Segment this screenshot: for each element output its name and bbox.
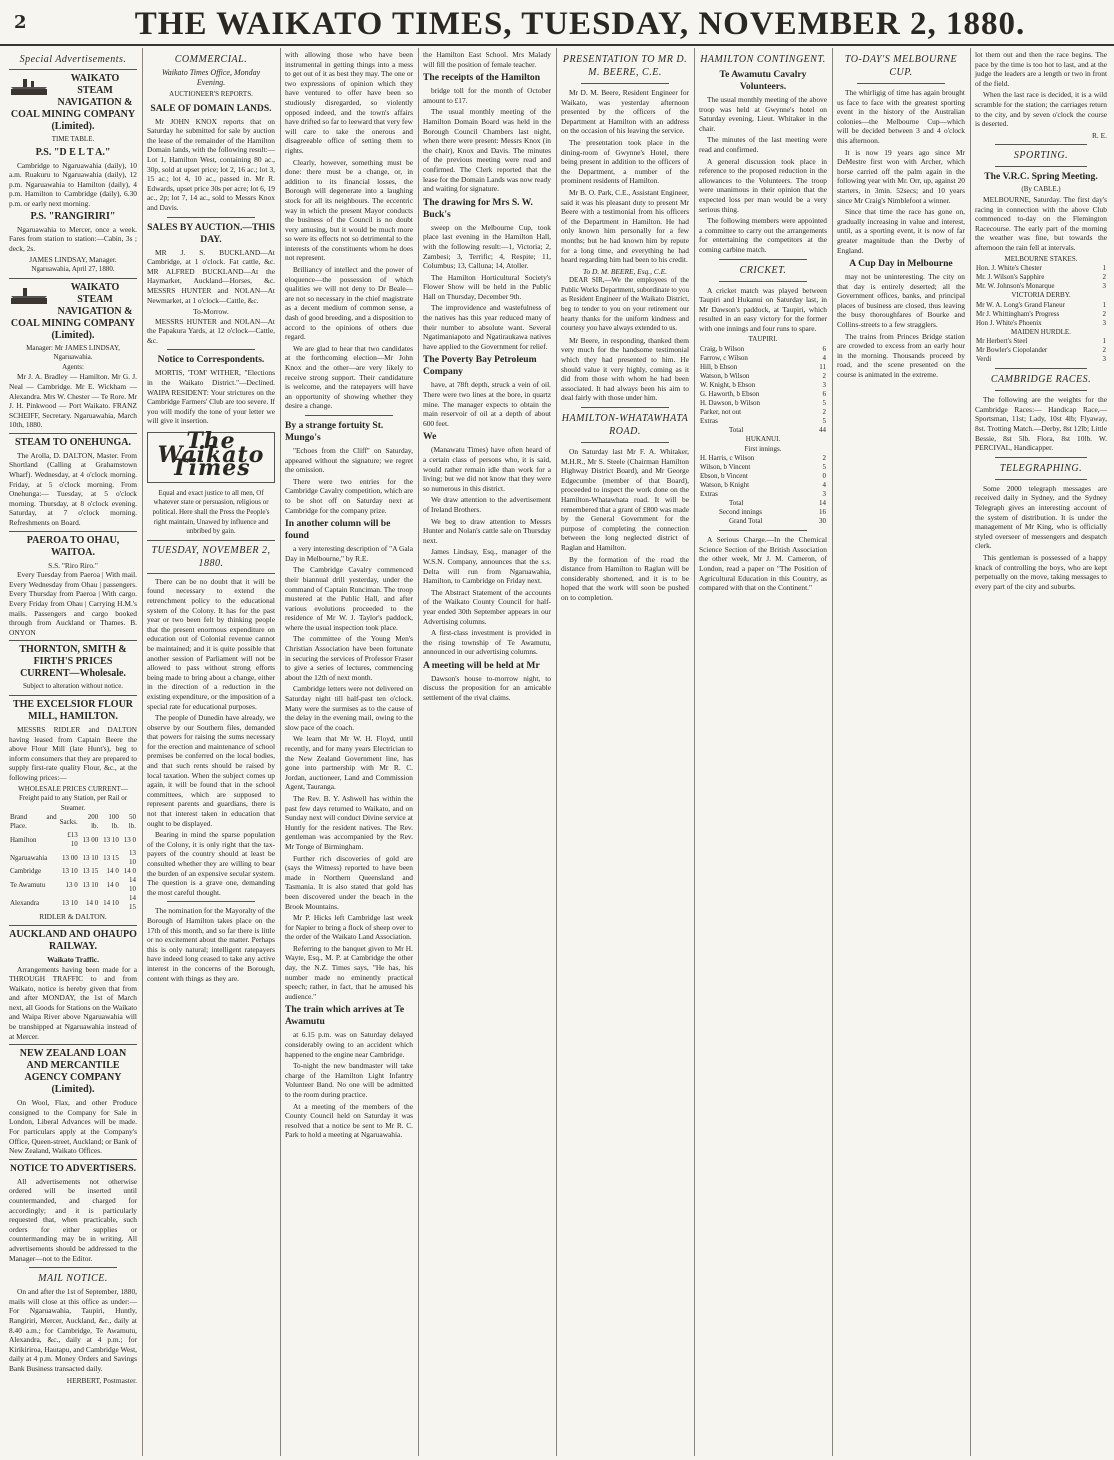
steam-company-title: WAIKATO STEAM NAVIGATION & COAL MINING COMPANY (Limited). (10, 73, 136, 132)
rangiriri-text: Ngaruawahia to Mercer, once a week. Fares from station to station:—Cabin, 3s ; deck, 2s. (9, 224, 137, 253)
first-class-text: A first-class investment is provided in the rising township of Te Awamutu, announced in our advertising columns. (423, 628, 551, 657)
column-3 (280, 48, 419, 1456)
mail-notice-heading: MAIL NOTICE. (38, 1273, 108, 1285)
notice-advertisers-heading: NOTICE TO ADVERTISERS. (10, 1162, 136, 1174)
price-cell: 13 10 (82, 853, 99, 862)
cavalry-sub: Te Awamutu Cavalry Volunteers. (719, 69, 807, 92)
price-header-cell: Brand and Place. (10, 813, 57, 831)
table-row (699, 372, 827, 381)
score-cell: 14 (819, 499, 826, 508)
we-text: (Manawatu Times) have often heard of a certain class of persons who, it is said, would rather remain idle than work for a living; but we did not know that they were so numerous in this district. (423, 445, 551, 493)
melbourne-paragraph: It is now 19 years ago since Mr DeMestre first won with Archer, which horse carried off the palm again in the following year with Mr. Orr, up, against 20 starters, in 3min. 52secs; and 10 years since Mr Craig's Nimblefoot a winner. (837, 147, 965, 205)
price-cell: 13 10 (103, 835, 119, 844)
paeroa-sub: S.S. "Riro Riro." (48, 560, 98, 570)
floyd-text: We learn that Mr W. H. Floyd, until recently, and for many years Electrician to the New Zealand Government line, has gone into partnership with Mr R. C. Jordan, auctioneer, Land and Commission Agent, Tauranga. (285, 734, 413, 792)
result-cell: 3 (1102, 318, 1106, 327)
cup-day-heading: A Cup Day in Melbourne (849, 258, 953, 270)
domain-text: Mr JOHN KNOX reports that on Saturday he submitted for sale by auction the lease of the remainder of the Hamilton Domain lands, with the following result:—Lot 1, Hamilton West, containing 80 ac., 30p, sold at upset price; lot 2, 16 ac.; lot 3, 15 ac.; lot 4, 10 ac., passed in. Mr R. Edwards, upset price 30s per acre; lot 6, 19 ac., 2p; lot 7, 14 ac., sold to Messrs Knox and Davis. (147, 116, 275, 212)
table-row (699, 463, 827, 472)
monthly-meeting-text: The usual monthly meeting of the Hamilton Domain Board was held in the Borough Council Chambers last night, when there were present: Messrs Knox (in the chair), Knox and Davis. The minutes of the previous meeting were read and confirmed. The Clerk reported that the lease for the Domain Lands was now ready and waiting for signature. (423, 107, 551, 194)
score-cell: 6 (822, 345, 826, 354)
price-cell: £13 10 (67, 831, 78, 849)
correspondents-text: MORTIS, 'TOM' WITHER, "Elections in the Waikato District."—Declined. WAIPA RESIDENT: Your strictures on the Cambridge Farmers' Club are too severe. If you will modify the tone of your letter we will give it insertion. (147, 368, 275, 426)
result-cell: Mr Herbert's Steel (976, 337, 1028, 346)
table-row (975, 310, 1107, 319)
score-cell: 5 (822, 399, 826, 408)
table-row (9, 876, 137, 894)
drawing-text: sweep on the Melbourne Cup, took place last evening in the Hamilton Hall, with the following result:—1, Victoria; 2, Zambesi; 3, Terrific; 4, Respite; 11, Columbus; 13, Calluna; 14, Atoller. (423, 222, 551, 271)
sporting-heading: SPORTING. (1013, 150, 1069, 162)
cavalry-paragraph: A general discussion took place in reference to the proposed reduction in the allowances to the Volunteers. The troop were unanimous in their opinion that the expected loss per man would be a very serious thing. (699, 156, 827, 214)
apprentices-text: We draw attention to the advertisement of Ireland Brothers. (423, 495, 551, 514)
score-cell: W. Knight, b Ebson (700, 381, 756, 390)
score-cell: 4 (822, 481, 826, 490)
results-table (975, 337, 1107, 364)
score-cell: Total (729, 499, 744, 508)
banquet-text: Referring to the banquet given to Mr H. Wayte, Esq., M. P. at Cambridge the other day, the N.Z. Times says, "He has, his number made no eminently practical speech; rather, in fact, that he amused his audience." (285, 943, 413, 1001)
time-table-label: TIME TABLE. (51, 135, 95, 143)
notice-advertisers-text: All advertisements not otherwise ordered will be inserted until countermanded, and charged for accordingly; and it is particularly requested that, when practicable, such orders for either supplies or countermanding may be in writing. All advertisements should be addressed to the Manager—not to the Editor. (9, 1176, 137, 1263)
price-cell: 13 0 (123, 835, 136, 844)
table-row (699, 426, 827, 435)
table-row (975, 355, 1107, 364)
nz-loan-text: On Wool, Flax, and other Produce consigned to the Company for Sale in London, Liberal Advances will be made. For particulars apply at the Company's Office, Queen-street, Auckland; or Bank of New Zealand, Waikato Offices. (9, 1098, 137, 1156)
shooting-heading: In another column will be found (285, 518, 391, 542)
hw-paragraph: On Saturday last Mr F. A. Whitaker, M.H.R., Mr S. Steele (Chairman Hamilton Highway District Board), and Mr George Edgecumbe (member of that Board), proceeded to inspect the work done on the Hamilton-Whatawhata road. It will be remembered that a grant of £800 was made by the General Government for the purpose of completing the connection between the long neglected district of Raglan and Hamilton. (561, 447, 689, 552)
hicks-text: Mr P. Hicks left Cambridge last week for Napier to bring a flock of sheep over to the order of the Waikato Land Association. (285, 913, 413, 942)
cavalry-paragraph: The usual monthly meeting of the above troop was held at Gwynne's hotel on Saturday evening, Lieut. Whitaker in the chair. (699, 95, 827, 133)
score-cell: 4 (822, 354, 826, 363)
article-paragraph: with allowing those who have been instrumental in getting things into a mess to get out of it as best they may. The one or two expressions of opinion which they have ventured to offer have been so studiously disregarded, so violently opposed indeed, and the town's affairs have drifted so far to leeward that very few will care to take the onerous and disagreeable office of setting them to rights. (285, 50, 413, 155)
score-cell: Craig, b Wilson (700, 345, 745, 354)
traffic-text: Arrangements having been made for a THROUGH TRAFFIC to and from Waikato, notice is hereby given that from and after MONDAY, the 1st of March next, all Goods for Stations on the Waikato and Waipa River above Ngaruawahia will be transhipped at Ngaruawahia instead of at Mercer. (9, 964, 137, 1041)
thornton-sub: Subject to alteration without notice. (22, 682, 124, 691)
score-cell: 3 (822, 381, 826, 390)
abstract-text: The Abstract Statement of the accounts of the Waikato County Council for half-year ended 30th September appears in our Advertising columns. (423, 587, 551, 626)
commercial-heading: COMMERCIAL. (174, 54, 248, 65)
serious-charge-text: A Serious Charge.—In the Chemical Science Section of the British Association the other week, Mr J. M. Cameron, of London, read a paper on "The Position of Agricultural Education in this Country, as compared with that on the Continent." (699, 535, 827, 593)
results-table (975, 301, 1107, 328)
result-cell: Hon. J. White's Chester (976, 264, 1042, 273)
article-paragraph: We are glad to hear that two candidates at the forthcoming election—Mr John Knox and the other—are very likely to receive strong support. Their candidature is welcome, and the ratepayers will have an opportunity of showing whether they desire a change. (285, 343, 413, 411)
column-2 (142, 48, 281, 1456)
wholesale-heading: WHOLESALE PRICES CURRENT— Freight paid to any Station, per Rail or Steamer. (18, 784, 128, 812)
price-header-cell: 50 lb. (128, 813, 136, 831)
motto: Equal and exact justice to all men, Of whatever state or persuasion, religious or political. Here shall the Press the People's right maintain, Unawed by influence and unbribed by gain. (152, 488, 270, 536)
vrc-text: MELBOURNE, Saturday. The first day's racing in connection with the above Club commenced to-day on the Flemington Racecourse. The early part of the morning the weather was fine, but towards the afternoon the rain fell at intervals. (975, 194, 1107, 252)
table-row (975, 273, 1107, 282)
price-cell: 14 0 (123, 867, 136, 876)
price-cell: Cambridge (10, 867, 42, 876)
train-text: at 6.15 p.m. was on Saturday delayed considerably owing to an accident which happened to the engine near Cambridge. (285, 1030, 413, 1059)
cambridge-cavalry-text: The Cambridge Cavalry commenced their biannual drill yesterday, under the command of Captain Runciman. The troop mustered at the Public Hall, and after various evolutions proceeded to the residence of Mr W. J. Taylor's paddock, where the usual inspection took place. (285, 565, 413, 632)
shooting-text: a very interesting description of "A Gala Day in Melbourne," by R.E. (285, 544, 413, 563)
score-cell: 11 (819, 363, 826, 372)
ashwell-text: The Rev. B. Y. Ashwell has within the past few days returned to Waikato, and on Sunday next will conduct Divine service at Huntly for the resident natives. The Rev. gentleman was accompanied by the Rev. Mr Tonge of Birmingham. (285, 793, 413, 851)
table-row (699, 381, 827, 390)
poverty-text: have, at 78ft depth, struck a vein of oil. There were two lines at the bore, in quartz mine. The manager expects to obtain the main reservoir of oil at a depth of about 600 feet. (423, 380, 551, 428)
postmaster-signature: HERBERT, Postmaster. (66, 1375, 137, 1385)
lindsay-text: James Lindsay, Esq., manager of the W.S.N. Company, announces that the s.s. Delta will run from Ngaruawahia, Hamilton, to Cambridge on Friday next. (423, 547, 551, 586)
taupiri-heading: TAUPIRI. (748, 335, 778, 344)
table-row (699, 408, 827, 417)
score-cell: 3 (822, 490, 826, 499)
price-table-header (9, 813, 137, 831)
result-cell: 1 (1102, 337, 1106, 346)
price-cell: Hamilton (10, 835, 37, 844)
page-number: 2 (14, 12, 27, 33)
price-cell: 14 0 (106, 880, 119, 889)
sales-heading: SALES BY AUCTION.—THIS DAY. (147, 221, 275, 245)
price-header-cell: 100 lb. (108, 813, 119, 831)
hurdle-heading: MAIDEN HURDLE. (1011, 327, 1071, 336)
score-cell: 44 (819, 426, 826, 435)
ridler-signature: RIDLER & DALTON. (39, 912, 107, 922)
dateline-1: Ngaruawahia, April 27, 1880. (31, 264, 115, 273)
price-header-cell: 200 lb. (87, 813, 99, 831)
special-ads-heading: Special Advertisements. (19, 54, 127, 65)
steam-company-title-2: WAIKATO STEAM NAVIGATION & COAL MINING COMPANY (Limited). (10, 281, 136, 341)
signature-lindsay: JAMES LINDSAY, Manager. (29, 255, 117, 265)
train-heading: The train which arrives at Te Awamutu (285, 1004, 405, 1028)
bandmaster-text: To-night the new bandmaster will take charge of the Hamilton Light Infantry Volunteer Band. No one will be admitted to the room during practice. (285, 1061, 413, 1099)
score-cell: Total (729, 426, 744, 435)
presentation-heading: PRESENTATION TO MR D. M. BEERE, C.E. (562, 54, 688, 78)
st-mungo-heading: By a strange fortuity St. Mungo's (285, 419, 384, 443)
column-4 (418, 48, 557, 1456)
excelsior-text: MESSRS RIDLER and DALTON having leased from Captain Beere the above Flour Mill (late Hunt's), beg to inform consumers that they are prepared to supply first-rate quality Flour, &c., at the following prices:— (9, 724, 137, 782)
result-cell: 3 (1102, 355, 1106, 364)
paeroa-text: Every Tuesday from Paeroa | With mail. Every Wednesday from Ohau | passengers. Every Thursday from Paeroa | With cargo. Every Friday from Ohau | Carrying H.M.'s mails. Passengers and cargo booked through from Auckland or Thames. B. ONYON (9, 570, 137, 637)
cup-day-paragraph: The trains from Princes Bridge station are crowded to excess from an early hour in the morning. Thousands proceed by road, and the scene presented on the course is animated in the extreme. (837, 331, 965, 380)
telegraphing-paragraph: Some 2000 telegraph messages are received daily in Sydney, and the Sydney Telegraph gives an interesting account of the system of distribution. It is under the management of Mr King, who is officially styled overseer of messengers and despatch clerk. (975, 483, 1107, 551)
article-paragraph: When the last race is decided, it is a wild scramble for the station; the carriages return to the city, and by seven o'clock the course is deserted. (975, 90, 1107, 129)
score-cell: 30 (819, 517, 826, 526)
price-cell: 14 10 (103, 898, 119, 907)
auction-reports-label: AUCTIONEER'S REPORTS. (169, 90, 253, 98)
score-cell: 16 (819, 508, 826, 517)
result-cell: Verdi (976, 355, 992, 364)
domain-heading: SALE OF DOMAIN LANDS. (150, 102, 272, 114)
table-row (699, 417, 827, 426)
score-cell: 2 (822, 408, 826, 417)
result-cell: Mr. W. Johnson's Monarque (976, 282, 1055, 291)
address-text: DEAR SIR,—We the employees of the Public Works Department, subordinate to you as Resident Engineer of the Waikato District, beg to tender to you on your retirement our hearty thanks for the uniform kindness and courtesy you have always extended to us. (561, 276, 690, 333)
column-8 (970, 48, 1112, 1456)
score-cell: 0 (822, 472, 826, 481)
hw-paragraph: By the formation of the road the distance from Hamilton to Raglan will be considerably shortened, and it is to be hoped that the work will soon be pushed on to completion. (561, 554, 689, 602)
score-cell: 5 (822, 417, 826, 426)
score-cell: H. Harris, c Wilson (700, 454, 755, 463)
hukanui-heading: HUKANUI. (745, 435, 781, 444)
flower-show-text: The Hamilton Horticultural Society's Flower Show will be held in the Public Hall on Thursday, December 9th. (423, 272, 551, 301)
sales-text: MR J. S. BUCKLAND—At Cambridge, at 1 o'clock. Fat cattle, &c. MR ALFRED BUCKLAND—At the Haymarket, Auckland—Horses, &c. MESSRS HUNTER and NOLAN—At Newmarket, at 1 o'clock—Cattle, &c. (147, 247, 275, 305)
score-cell: 6 (822, 390, 826, 399)
score-cell: 5 (822, 463, 826, 472)
table-row (699, 490, 827, 499)
score-cell: Extras (700, 490, 718, 499)
table-row (699, 499, 827, 508)
result-cell: 2 (1102, 346, 1106, 355)
melbourne-paragraph: The whirligig of time has again brought us face to face with the greatest sporting event in the history of the Australian colonies—the Melbourne Cup—which will be decided between 3 and 4 o'clock this afternoon. (837, 88, 965, 145)
score-cell: G. Haworth, b Ebson (700, 390, 760, 399)
result-cell: Mr Bowler's Ciopolander (976, 346, 1048, 355)
article-paragraph: Clearly, however, something must be done: there must be a change, or, in addition to its financial losses, the Borough will degenerate into a laughing stock for all its neighbours. The eccentric way in which the present Mayor conducts the business of the Council is no doubt very amusing, but it would be much more so were its effects not so detrimental to the interests of the constituents whom he does not represent. (285, 157, 413, 263)
table-row (975, 264, 1107, 273)
editorial-paragraph: There can be no doubt that it will be found necessary to extend the retrenchment policy to the educational system of the Colony. It has for the past year or two been felt by thinking people that the present enormous expenditure on education out of Colonial revenue cannot be maintained; and it is quite possible that another session of Parliament will not be allowed to pass without strong efforts being made to bring about a change, either in the direction of a reduction in the existing expenditure, or the imposition of a special rate for educational purposes. (147, 576, 275, 711)
onehunga-text: The Arolla, D. DALTON, Master. From Shortland (Calling at Grahamstown Wharf). Wednesday, at 4 o'clock morning. Friday, at 5 o'clock morning. From Onehunga:— Tuesday, at 5 o'clock morning. Thursday, at 8 o'clock evening. Saturday, at 7 o'clock morning. Refreshments on Board. (9, 450, 137, 528)
score-cell: Extras (700, 417, 718, 426)
nz-loan-heading: NEW ZEALAND LOAN AND MERCANTILE AGENCY COMPANY (Limited). (19, 1048, 127, 1096)
table-row (975, 319, 1107, 328)
table-row (699, 354, 827, 363)
gold-text: Further rich discoveries of gold are (says the Witness) reported to have been made in Northern Queensland and Tasmania. It is also stated that gold has been discovered under the beach in the Brook Mountains. (285, 853, 413, 911)
receipts-heading: The receipts of the Hamilton (423, 72, 541, 84)
table-row (699, 517, 827, 526)
presentation-paragraph: The presentation took place in the dining-room of Gwynne's Hotel, there being present in addition to the officers of the Department, a number of the prominent residents of Hamilton. (561, 137, 689, 186)
table-row (9, 894, 137, 912)
steamship-icon (9, 73, 49, 99)
table-row (975, 346, 1107, 355)
contingent-heading: HAMILTON CONTINGENT. (700, 54, 826, 65)
result-cell: 3 (1102, 282, 1106, 291)
melbourne-cup-heading: TO-DAY'S MELBOURNE CUP. (844, 54, 958, 78)
price-cell: 13 00 (61, 853, 78, 862)
delta-heading: P.S. "D E L T A." (35, 146, 111, 158)
score-cell: Parker, not out (700, 408, 742, 417)
correspondents-heading: Notice to Correspondents. (157, 354, 265, 366)
cavalry-paragraph: The following members were appointed a committee to carry out the arrangements for entertaining the competitors at the coming carbine match. (699, 216, 827, 254)
presentation-paragraph: Mr D. M. Beere, Resident Engineer for Waikato, was yesterday afternoon presented by the officers of the Department at Hamilton with an address on the occasion of his leaving the service. (561, 88, 689, 136)
table-row (699, 481, 827, 490)
paeroa-heading: PAEROA TO OHAU, WAITOA. (26, 534, 120, 558)
mail-notice-text: On and after the 1st of September, 1880, mails will close at this office as under:—For Ngaruawahia, Taupiri, Huntly, Rangiriri, Mercer, Auckland, &c., daily at 8.40 a.m.; for Cambridge, Te Awamutu, Alexandra, &c., daily at 4 p.m.; for Kirikiriroa, Hautapu, and Cambridge West, daily at 4 p.m. Money Orders and Savings Bank Business transacted daily. (9, 1287, 137, 1373)
commercial-sub: Waikato Times Office, Monday Evening. (161, 68, 261, 87)
cambridge-races-heading: CAMBRIDGE RACES. (990, 374, 1092, 386)
telegraphing-paragraph: This gentleman is possessed of a happy knack of controlling the boys, who are kept perpetually on the move, taking messages to every part of the city and suburbs. (975, 553, 1107, 591)
result-cell: 2 (1102, 273, 1106, 282)
cambridge-races-text: The following are the weights for the Cambridge Races:— Handicap Race,—Sportsman, 11st; Lady, 10st 4lb; Flyaway, 8st. Trotting Match.—Derby, 8st 12lb; Little Bessie, 8st 5lb. Flora, 8st 10lb. W. PERCIVAL, Handicapper. (975, 395, 1107, 453)
logo-text: The Waikato Times (157, 428, 265, 482)
article-paragraph: lot them out and then the race begins. The pace by the time is too hot to last, and at the judge the leaders are a length or two in front of the field. (975, 50, 1107, 88)
masthead (0, 4, 1114, 46)
vrc-heading: The V.R.C. Spring Meeting. (984, 171, 1098, 183)
price-cell: 13 10 (61, 898, 78, 907)
drawing-heading: The drawing for Mrs S. W. Buck's (423, 196, 533, 220)
address-heading: To D. M. BEERE, Esq., C.E. (583, 266, 667, 276)
table-row (975, 337, 1107, 346)
cup-day-paragraph: may not be uninteresting. The city on that day is entirely deserted; all the Government offices, banks, and principal places of business are closed, thus leaving the busy thoroughfares of Bourke and Collins-streets to a few stragglers. (837, 272, 965, 330)
st-mungo-text: "Echoes from the Cliff" on Saturday, appeared without the signature; we regret the omission. (285, 445, 413, 475)
melbourne-paragraph: Since that time the race has gone on, gradually increasing in value and interest, until, as a sporting event, it is now of far greater magnitude than the Derby of England. (837, 207, 965, 255)
columns (4, 48, 1112, 1456)
column-7 (832, 48, 971, 1456)
young-mens-text: The committee of the Young Men's Christian Association have been fortunate in securing the services of Professor Fraser to give a series of lectures, commencing about the 12th of next month. (285, 634, 413, 682)
waikato-traffic-heading: Waikato Traffic. (47, 954, 99, 964)
hukanui-score-table (699, 454, 827, 526)
onehunga-heading: STEAM TO ONEHUNGA. (14, 436, 132, 448)
table-row (699, 399, 827, 408)
result-cell: 1 (1102, 264, 1106, 273)
agents-text: Mr J. A. Bradley — Hamilton. Mr G. J. Neal — Cambridge. Mr E. Wickham — Alexandra. Mrs W. Chester — Te Rore. Mr J. H. Pinkwood — Port Waikato. FRANZ SCHEIFF, Secretary. Ngaruawahia, March 10th, 1880. (9, 372, 137, 430)
cavalry-paragraph: The minutes of the last meeting were read and confirmed. (699, 135, 827, 154)
table-row (699, 345, 827, 354)
score-cell: Wilson, b Vincent (700, 463, 751, 472)
score-cell: Grand Total (729, 517, 763, 526)
manager-line: Manager: Mr JAMES LINDSAY, Ngaruawahia. (26, 343, 120, 362)
entries-text: There were two entries for the Cambridge Cavalry competition, which are to be shot off on Saturday next at Cambridge for the company prize. (285, 476, 413, 515)
table-row (9, 831, 137, 849)
price-cell: 13 0 (65, 880, 78, 889)
presentation-paragraph: Mr B. O. Park, C.E., Assistant Engineer, said it was his pleasant duty to present Mr Beere with a testimonial from his officers of the Department in Hamilton. He had only known him personally for a few months; but he had known him by repute for a long time, and everything he had heard regarding him had been to his credit. (561, 187, 689, 265)
result-cell: 2 (1102, 309, 1106, 318)
table-row (9, 849, 137, 867)
price-cell: 13 15 (82, 867, 99, 876)
price-cell: 14 0 (86, 898, 99, 907)
score-cell: 2 (822, 454, 826, 463)
mayoralty-paragraph: The nomination for the Mayoralty of the Borough of Hamilton takes place on the 17th of this month, and so far there is little or no excitement about the matter. Perhaps this is only natural; intelligent ratepayers have indeed long ceased to take any active interest in the concerns of the Borough, content with things as they are. (147, 906, 275, 983)
table-row (699, 454, 827, 463)
result-cell: Hon J. White's Phoenix (976, 318, 1042, 327)
table-row (975, 282, 1107, 291)
cricket-text: A cricket match was played between Taupiri and Hukanui on Saturday last, in Mr Dawson's paddock, at Taupiri, which resulted in an easy victory for the former with one innings and four runs to spare. (699, 285, 827, 333)
masthead-title: THE WAIKATO TIMES, TUESDAY, NOVEMBER 2, 1880. (134, 6, 1026, 42)
result-cell: Mr. J. Wilson's Sapphire (976, 273, 1045, 282)
price-header-cell: Sacks. (59, 817, 78, 826)
railway-heading: AUCKLAND AND OHAUPO RAILWAY. (9, 928, 137, 952)
article-paragraph: Brilliancy of intellect and the power of eloquence—the possession of which qualities we will not deny to Dr Beale—are not so necessary in the chief magistrate as a decent medium of common sense, a dash of good breeding, and a disposition to accord to the opinions of others due regard. (285, 265, 413, 342)
meeting-text: Dawson's house to-morrow night, to discuss the proposition for an amicable settlement of the rival claims. (423, 673, 551, 703)
improvidence-text: The improvidence and wastefulness of the natives has this year reduced many of their number to absolute want. Several Ngatimaniapoto and Ngatiraukawa natives have applied to the Government for relief. (423, 303, 551, 351)
price-cell: Te Awamutu (10, 880, 46, 889)
derby-heading: VICTORIA DERBY. (1011, 291, 1071, 300)
taupiri-score-table (699, 345, 827, 435)
hamilton-whatawhata-heading: HAMILTON-WHATAWHATA ROAD. (561, 413, 689, 437)
score-cell: Farrow, c Wilson (700, 354, 748, 363)
table-row (699, 508, 827, 517)
score-cell: Watson, b Knight (700, 481, 750, 490)
price-cell: 14 10 (129, 876, 136, 894)
telegraphing-heading: TELEGRAPHING. (999, 462, 1083, 474)
column-1 (4, 48, 143, 1456)
sign-off: R. E. (1092, 130, 1107, 140)
hukanui-innings: First innings. (744, 444, 782, 453)
score-cell: Second innings (719, 508, 762, 517)
price-cell: 13 00 (82, 835, 99, 844)
results-table (975, 264, 1107, 291)
result-cell: Mr W. A. Long's Grand Flaneur (976, 300, 1065, 309)
result-cell: Mr J. Whittingham's Progress (976, 309, 1060, 318)
meeting-heading: A meeting will be held at Mr (423, 659, 540, 671)
thornton-heading: THORNTON, SMITH & FIRTH'S PRICES CURRENT—Wholesale. (19, 644, 127, 680)
price-cell: 13 15 (103, 853, 119, 862)
receipts-text: bridge toll for the month of October amount to £17. (423, 86, 551, 105)
score-cell: H. Dawson, b Wilson (700, 399, 761, 408)
tomorrow-label: To-Morrow. (193, 307, 229, 317)
council-text: At a meeting of the members of the County Council held on Saturday it was resolved that a notice be sent to Mr R. C. Park to hold a meeting at Ngaruawahia. (285, 1101, 413, 1140)
price-cell: 14 15 (129, 894, 136, 912)
rangiriri-heading: P.S. "RANGIRIRI" (30, 210, 116, 222)
cambridge-letters-text: Cambridge letters were not delivered on Saturday night till half-past ten o'clock. Many were the surmises as to the cause of the delay in the evening mail, owing to the slow pace of the coach. (285, 684, 413, 732)
price-cell: 13 10 (61, 867, 78, 876)
price-cell: Alexandra (10, 898, 40, 907)
column-6 (694, 48, 833, 1456)
price-table (9, 813, 137, 912)
article-paragraph: the Hamilton East School. Mrs Malady will fill the position of female teacher. (423, 50, 551, 69)
score-cell: Watson, b Wilson (700, 372, 750, 381)
steamship-icon (9, 282, 49, 308)
table-row (975, 301, 1107, 310)
by-cable: (By CABLE.) (1021, 185, 1061, 194)
table-row (699, 472, 827, 481)
score-cell: Ebson, b Vincent (700, 472, 748, 481)
table-row (699, 390, 827, 399)
agents-heading: Agents: (62, 362, 84, 371)
notice-text: We beg to draw attention to Messrs Hunter and Nolan's cattle sale on Thursday next. (423, 516, 551, 545)
delta-text: Cambridge to Ngaruawahia (daily), 10 a.m. Ruakuru to Ngaruawahia (daily), 12 p.m. Ngaruawahia to Hamilton (daily), 4 p.m. Hamilton to Cambridge (daily), 6.30 p.m. or early next morning. (9, 160, 137, 208)
presentation-paragraph: Mr Beere, in responding, thanked them very much for the handsome testimonial which they had presented to him. He should value it very highly, coming as it did from those with whom he had been associated. It had always been his aim to deal fairly with those under him. (561, 335, 689, 403)
price-cell: Ngaruawahia (10, 853, 48, 862)
melbourne-stakes-heading: MELBOURNE STAKES. (1004, 254, 1078, 263)
price-cell: 13 10 (129, 849, 136, 867)
cricket-heading: CRICKET. (739, 264, 787, 276)
date-heading: TUESDAY, NOVEMBER 2, 1880. (151, 544, 271, 569)
editorial-paragraph: The people of Dunedin have already, we observe by our Southern files, demanded that powers for raising the sums necessary for the erection and maintenance of school premises be conferred on the local bodies, and that such rents should be raised by local taxation. When the subject comes up again, it will be found that in the school committees, which are supposed to represent parents and guardians, there is not that interest taken in education that ought to be displayed. (147, 713, 275, 828)
column-5 (556, 48, 695, 1456)
price-cell: 13 10 (82, 880, 99, 889)
editorial-paragraph: Bearing in mind the sparse population of the Colony, it is only right that the tax-payers of the country should at least be consulted whether they are willing to bear the burden of an expensive secular system. The question is a grave one, demanding the most careful thought. (147, 830, 275, 897)
excelsior-heading: THE EXCELSIOR FLOUR MILL, HAMILTON. (12, 698, 134, 722)
score-cell: Hill, b Ebson (700, 363, 738, 372)
poverty-heading: The Poverty Bay Petroleum Company (423, 354, 537, 378)
price-cell: 14 0 (106, 867, 119, 876)
we-heading: We (423, 431, 437, 443)
score-cell: 2 (822, 372, 826, 381)
table-row (9, 867, 137, 876)
result-cell: 1 (1102, 300, 1106, 309)
tomorrow-text: MESSRS HUNTER and NOLAN—At the Papakura Yards, at 12 o'clock—Cattle, &c. (147, 316, 275, 345)
table-row (699, 363, 827, 372)
waikato-times-logo (147, 428, 275, 483)
